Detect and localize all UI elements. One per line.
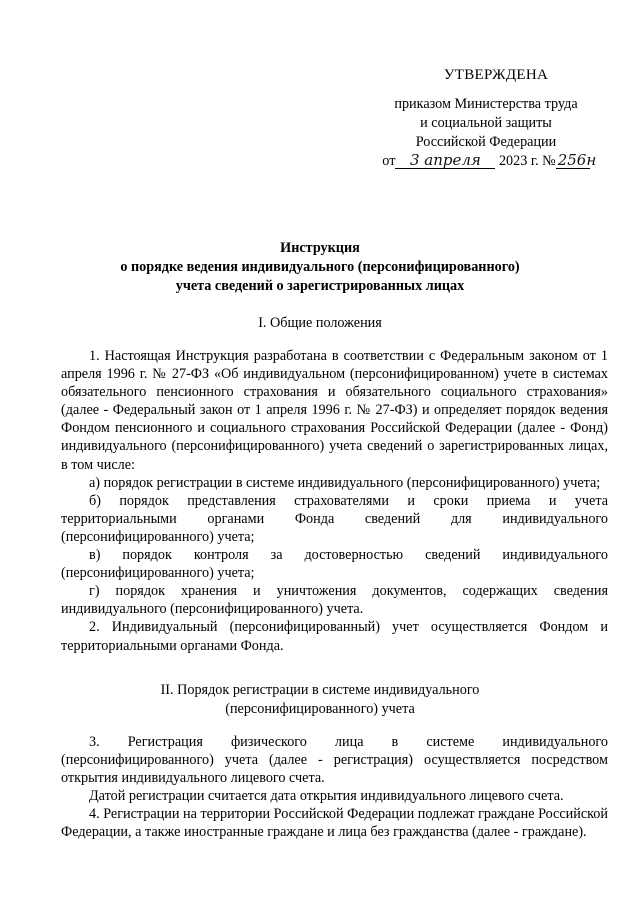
paragraph: в) порядок контроля за достоверностью сведений индивидуального (персонифицированного) учета; — [61, 547, 608, 582]
paragraph: а) порядок регистрации в системе индивидуального (персонифицированного) учета; — [89, 474, 601, 491]
paragraph: 4. Регистрации на территории Российской Федерации подлежат граждане Российской Федерации, а также иностранные граждане и лица без гражданства (далее - граждане). — [61, 806, 608, 841]
approval-block — [366, 66, 606, 171]
approval-heading: УТВЕРЖДЕНА — [443, 67, 549, 83]
section-2-heading — [0, 681, 640, 719]
paragraph: г) порядок хранения и уничтожения документов, содержащих сведения индивидуального (персонифицированного) учета. — [61, 583, 608, 618]
date-prefix: от — [382, 153, 396, 169]
approval-line-3: Российской Федерации — [415, 134, 557, 150]
section-2-body — [61, 733, 608, 842]
document-title — [0, 239, 640, 296]
approval-line-1: приказом Министерства труда — [394, 96, 578, 112]
paragraph: 1. Настоящая Инструкция разработана в соответствии с Федеральным законом от 1 апреля 1996 г. № 27-ФЗ «Об индивидуальном (персонифицированном) учете в системах обязательного пенсионного страхования и обязательного социального страхования» (далее - Федеральный закон от 1 апреля 1996 г. № 27-ФЗ) и определяет порядок ведения Фондом пенсионного и социального страхования Российской Федерации (далее - Фонд) индивидуального (персонифицированного) учета сведений о зарегистрированных лицах, в том числе: — [61, 348, 608, 473]
year-text: 2023 г. № — [498, 153, 556, 169]
paragraph: б) порядок представления страхователями и сроки приема и учета территориальными органами Фонда сведений для индивидуального (персонифицированного) учета; — [61, 492, 608, 545]
section-2-heading-line-1: II. Порядок регистрации в системе индивидуального — [160, 682, 480, 698]
handwritten-date: 3 апреля — [395, 153, 495, 169]
title-line-2: о порядке ведения индивидуального (персонифицированного) — [120, 259, 520, 275]
title-line-3: учета сведений о зарегистрированных лицах — [175, 278, 465, 294]
handwritten-order-number: 256н — [557, 151, 597, 169]
paragraph: 2. Индивидуальный (персонифицированный) учет осуществляется Фондом и территориальными органами Фонда. — [61, 619, 608, 654]
section-2-heading-line-2: (персонифицированного) учета — [225, 701, 415, 717]
section-1-heading: I. Общие положения — [258, 315, 382, 331]
approval-date-line — [366, 152, 606, 171]
paragraph: 3. Регистрация физического лица в системе индивидуального (персонифицированного) учета (далее - регистрация) осуществляется посредством открытия индивидуального лицевого счета. — [61, 734, 608, 787]
section-1-body — [61, 347, 608, 655]
paragraph: Датой регистрации считается дата открытия индивидуального лицевого счета. — [89, 788, 564, 805]
approval-line-2: и социальной защиты — [420, 115, 552, 131]
title-line-1: Инструкция — [280, 240, 360, 256]
